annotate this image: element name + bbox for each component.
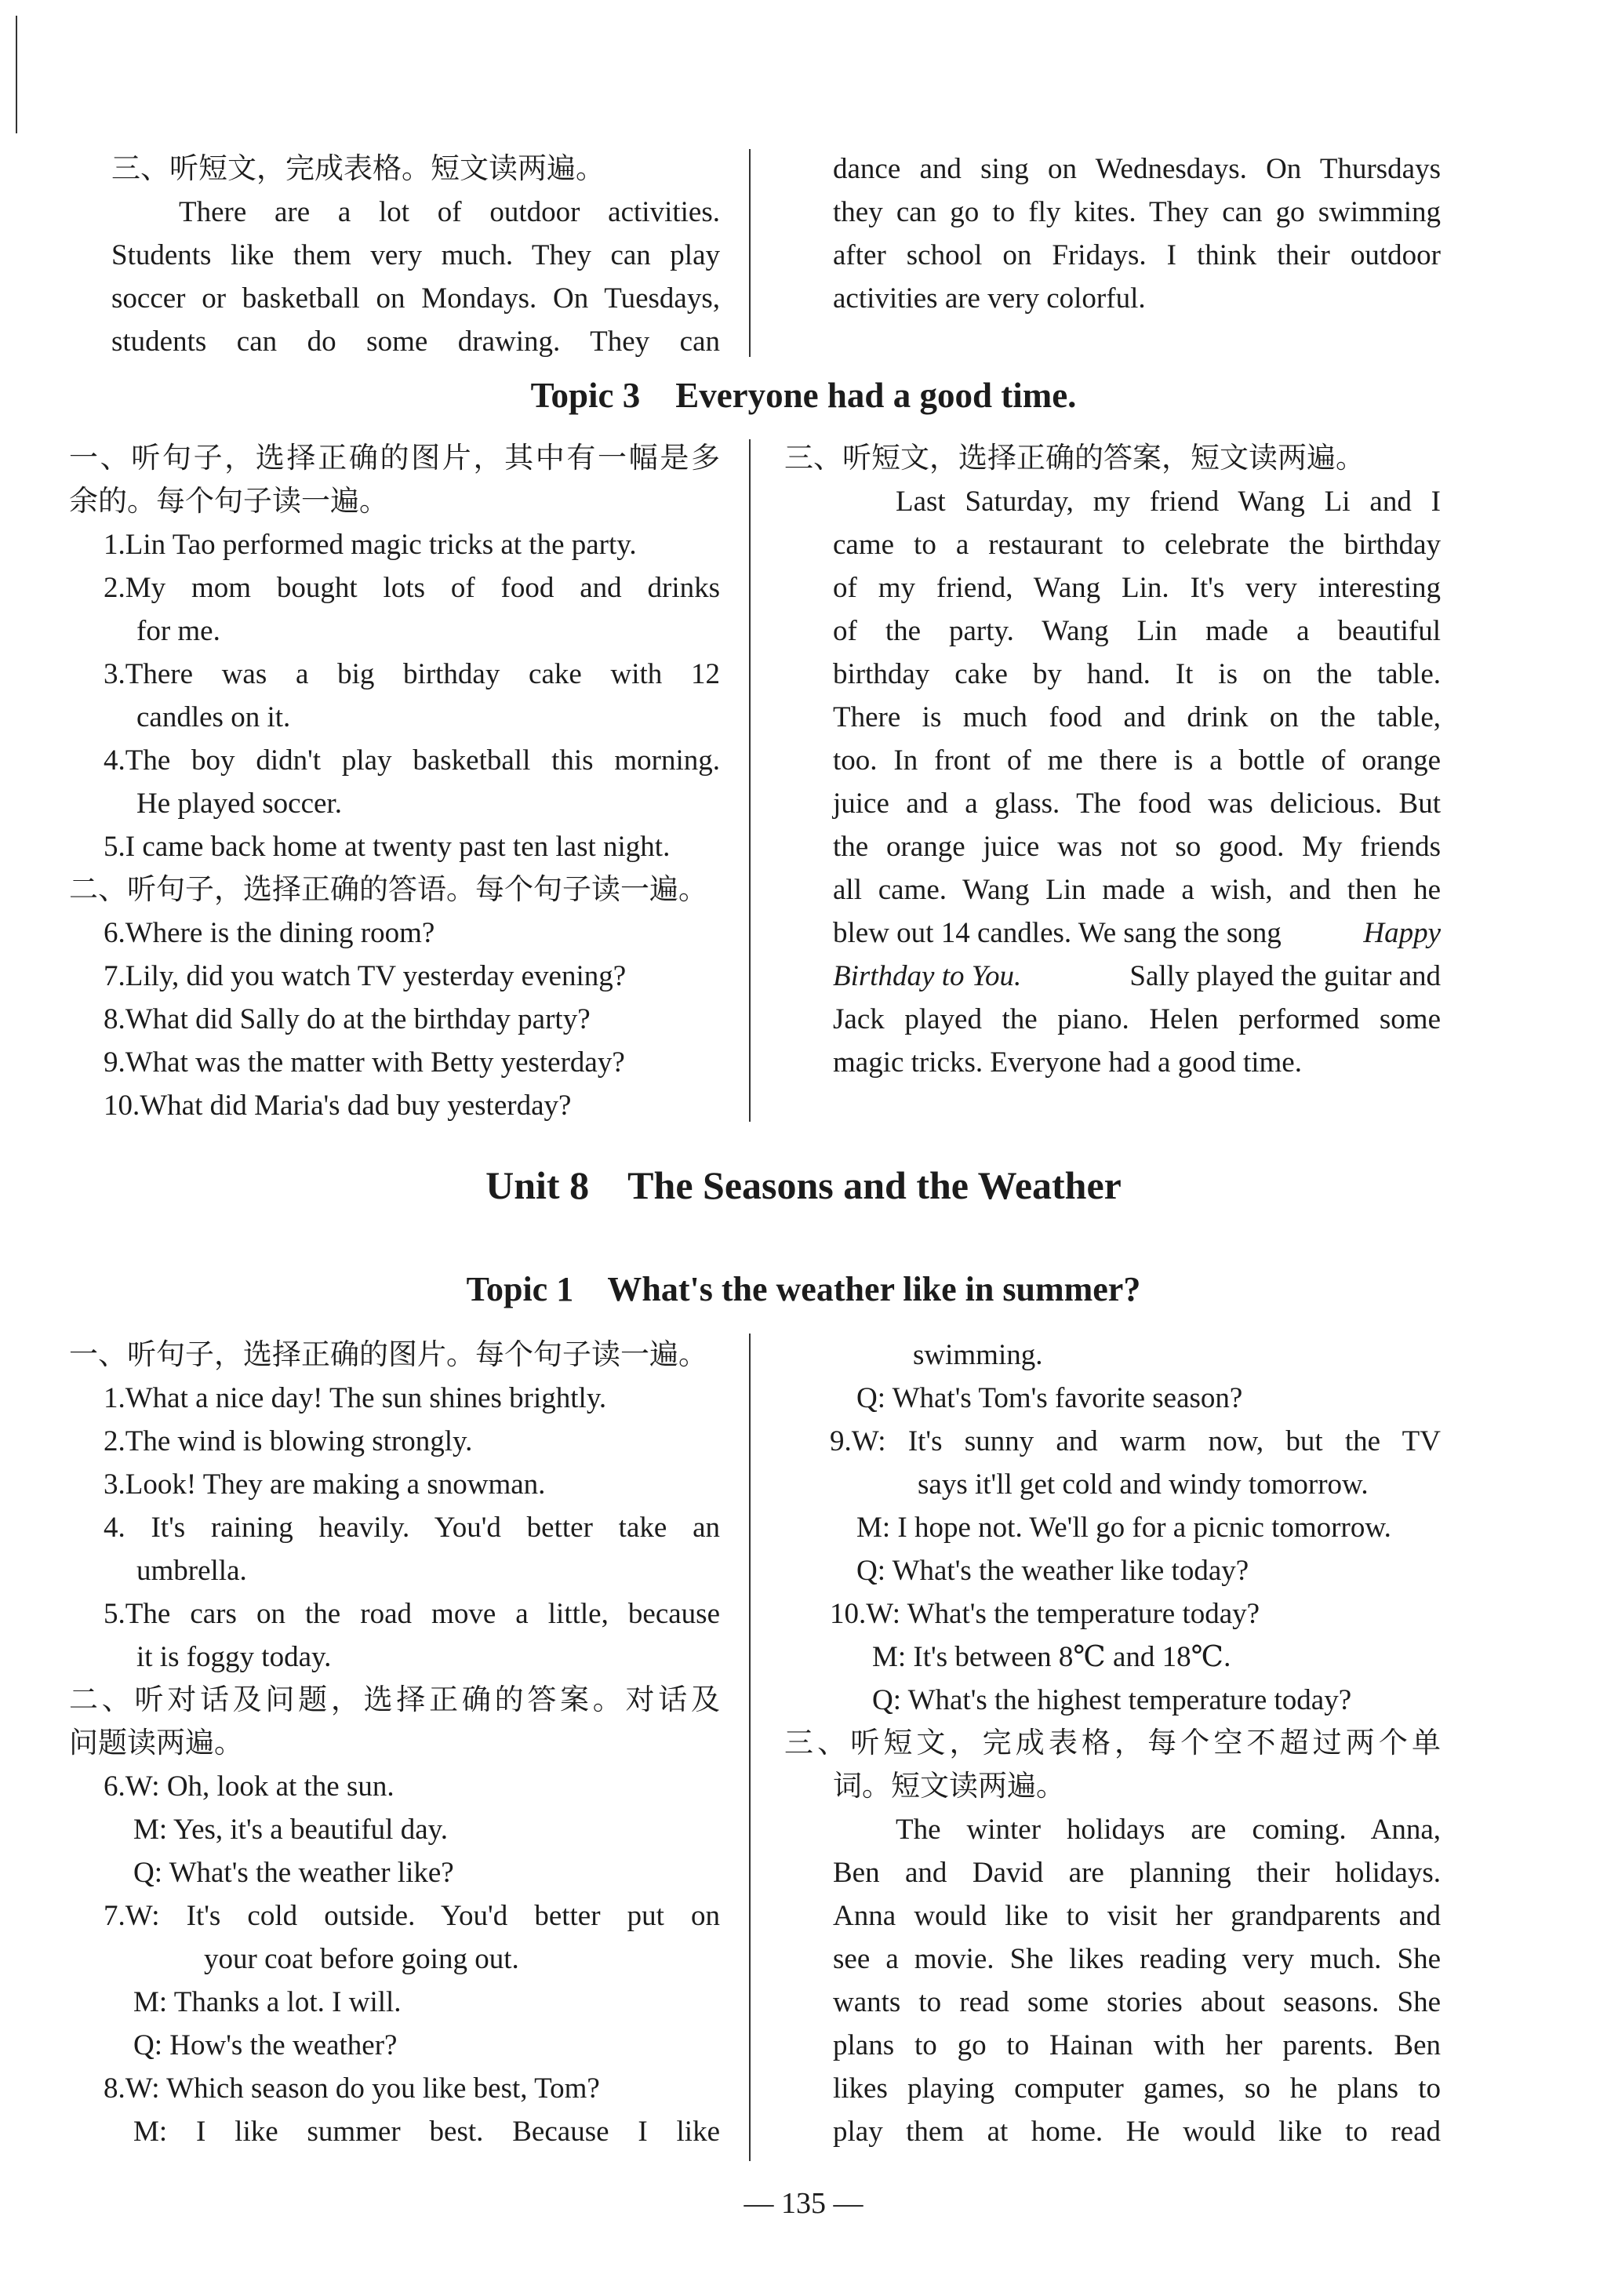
- dialogue-line: Q: How's the weather?: [133, 2029, 398, 2061]
- dialogue-line: 9.W: It's sunny and warm now, but the TV: [830, 1425, 1441, 1457]
- passage-line: Anna would like to visit her grandparents and: [833, 1900, 1441, 1932]
- page-margin-line: [16, 16, 17, 133]
- passage-line: too. In front of me there is a bottle of orange: [833, 744, 1441, 777]
- passage-line: The winter holidays are coming. Anna,: [896, 1814, 1441, 1846]
- list-item: 8.What did Sally do at the birthday party?: [104, 1003, 591, 1035]
- list-item: 5.The cars on the road move a little, because: [104, 1598, 720, 1630]
- dialogue-line: swimming.: [913, 1339, 1043, 1371]
- dialogue-line: Q: What's the weather like?: [133, 1857, 454, 1889]
- list-item: 1.Lin Tao performed magic tricks at the party.: [104, 529, 637, 561]
- column-divider: [749, 149, 751, 357]
- list-item: 10.What did Maria's dad buy yesterday?: [104, 1090, 572, 1122]
- passage-line: Last Saturday, my friend Wang Li and I: [896, 486, 1441, 518]
- passage-line: play them at home. He would like to read: [833, 2116, 1441, 2148]
- list-item: candles on it.: [136, 701, 291, 733]
- unit8-right-column: [784, 1334, 1441, 2153]
- dialogue-line: 10.W: What's the temperature today?: [830, 1598, 1260, 1630]
- list-item: for me.: [136, 615, 220, 647]
- list-item: 3.There was a big birthday cake with 12: [104, 658, 720, 690]
- section-heading: 三、听短文，完成表格，每个空不超过两个单: [784, 1727, 1441, 1759]
- song-title: Happy: [1363, 917, 1441, 949]
- passage-line: after school on Fridays. I think their outdoor: [833, 239, 1441, 271]
- passage-line: the orange juice was not so good. My friends: [833, 831, 1441, 863]
- page-number: — 135 —: [744, 2187, 863, 2220]
- dialogue-line: M: Yes, it's a beautiful day.: [133, 1814, 448, 1846]
- section-heading: 二、听句子，选择正确的答语。每个句子读一遍。: [69, 874, 707, 906]
- passage-line: There are a lot of outdoor activities.: [179, 196, 720, 228]
- passage-line: [784, 955, 1441, 998]
- section-heading: 三、听短文，选择正确的答案，短文读两遍。: [784, 442, 1365, 475]
- passage-line: of my friend, Wang Lin. It's very interesting: [833, 572, 1441, 604]
- dialogue-line: Q: What's the weather like today?: [856, 1555, 1249, 1587]
- dialogue-line: Q: What's Tom's favorite season?: [856, 1382, 1243, 1414]
- list-item: 1.What a nice day! The sun shines brightly.: [104, 1382, 607, 1414]
- passage-line: Jack played the piano. Helen performed some: [833, 1003, 1441, 1035]
- section-heading: 一、听句子，选择正确的图片，其中有一幅是多: [69, 442, 720, 475]
- dialogue-line: M: Thanks a lot. I will.: [133, 1986, 402, 2018]
- top-left-column: [111, 147, 720, 363]
- dialogue-line: your coat before going out.: [204, 1943, 519, 1975]
- list-item: it is foggy today.: [136, 1641, 332, 1673]
- passage-text: blew out 14 candles. We sang the song: [833, 917, 1282, 949]
- dialogue-line: 8.W: Which season do you like best, Tom?: [104, 2072, 600, 2105]
- passage-line: wants to read some stories about seasons. She: [833, 1986, 1441, 2018]
- passage-line: Ben and David are planning their holidays.: [833, 1857, 1441, 1889]
- passage-line: of the party. Wang Lin made a beautiful: [833, 615, 1441, 647]
- dialogue-line: 7.W: It's cold outside. You'd better put on: [104, 1900, 720, 1932]
- dialogue-line: Q: What's the highest temperature today?: [872, 1684, 1352, 1716]
- passage-line: dance and sing on Wednesdays. On Thursdays: [833, 153, 1441, 185]
- section-heading: 词。短文读两遍。: [833, 1770, 1065, 1803]
- unit8-topic1-title: Topic 1 What's the weather like in summer?: [466, 1270, 1141, 1308]
- column-divider: [749, 439, 751, 1122]
- dialogue-line: says it'll get cold and windy tomorrow.: [918, 1468, 1369, 1501]
- list-item: 2.My mom bought lots of food and drinks: [104, 572, 720, 604]
- section-heading: 余的。每个句子读一遍。: [69, 486, 388, 518]
- passage-line: [784, 911, 1441, 955]
- list-item: 6.Where is the dining room?: [104, 917, 435, 949]
- dialogue-line: 6.W: Oh, look at the sun.: [104, 1770, 394, 1803]
- passage-line: see a movie. She likes reading very much. She: [833, 1943, 1441, 1975]
- list-item: 2.The wind is blowing strongly.: [104, 1425, 473, 1457]
- dialogue-line: M: I like summer best. Because I like: [133, 2116, 720, 2148]
- passage-line: magic tricks. Everyone had a good time.: [833, 1046, 1302, 1079]
- list-item: He played soccer.: [136, 788, 342, 820]
- passage-line: they can go to fly kites. They can go swimming: [833, 196, 1441, 228]
- passage-line: juice and a glass. The food was delicious. But: [833, 788, 1441, 820]
- passage-line: activities are very colorful.: [833, 282, 1146, 315]
- passage-line: all came. Wang Lin made a wish, and then he: [833, 874, 1441, 906]
- list-item: 9.What was the matter with Betty yesterday?: [104, 1046, 625, 1079]
- song-title: Birthday to You.: [833, 960, 1022, 992]
- section-heading: 三、听短文，完成表格。短文读两遍。: [111, 153, 605, 185]
- section-heading: 问题读两遍。: [69, 1727, 243, 1759]
- list-item: 3.Look! They are making a snowman.: [104, 1468, 546, 1501]
- passage-line: soccer or basketball on Mondays. On Tuesdays,: [111, 282, 720, 315]
- dialogue-line: M: I hope not. We'll go for a picnic tomorrow.: [856, 1512, 1391, 1544]
- section-heading: 二、听对话及问题，选择正确的答案。对话及: [69, 1684, 720, 1716]
- dialogue-line: M: It's between 8℃ and 18℃.: [872, 1641, 1231, 1673]
- list-item: 4. It's raining heavily. You'd better take an: [104, 1512, 720, 1544]
- list-item: 7.Lily, did you watch TV yesterday evening?: [104, 960, 627, 992]
- section-heading: 一、听句子，选择正确的图片。每个句子读一遍。: [69, 1339, 707, 1371]
- topic3-right-column: [784, 437, 1441, 1084]
- topic3-title: Topic 3 Everyone had a good time.: [530, 376, 1077, 415]
- passage-line: students can do some drawing. They can: [111, 326, 720, 358]
- passage-line: likes playing computer games, so he plans to: [833, 2072, 1441, 2105]
- passage-line: plans to go to Hainan with her parents. Ben: [833, 2029, 1441, 2061]
- list-item: 4.The boy didn't play basketball this morning.: [104, 744, 720, 777]
- passage-text: Sally played the guitar and: [1122, 960, 1441, 992]
- topic3-left-column: [69, 437, 720, 1127]
- passage-line: There is much food and drink on the table,: [833, 701, 1441, 733]
- top-right-column: [833, 147, 1441, 320]
- list-item: umbrella.: [136, 1555, 247, 1587]
- list-item: 5.I came back home at twenty past ten last night.: [104, 831, 671, 863]
- unit8-title: Unit 8 The Seasons and the Weather: [485, 1163, 1122, 1207]
- column-divider: [749, 1334, 751, 2161]
- passage-line: birthday cake by hand. It is on the table.: [833, 658, 1441, 690]
- passage-line: came to a restaurant to celebrate the birthday: [833, 529, 1441, 561]
- unit8-left-column: [69, 1334, 720, 2153]
- passage-line: Students like them very much. They can play: [111, 239, 720, 271]
